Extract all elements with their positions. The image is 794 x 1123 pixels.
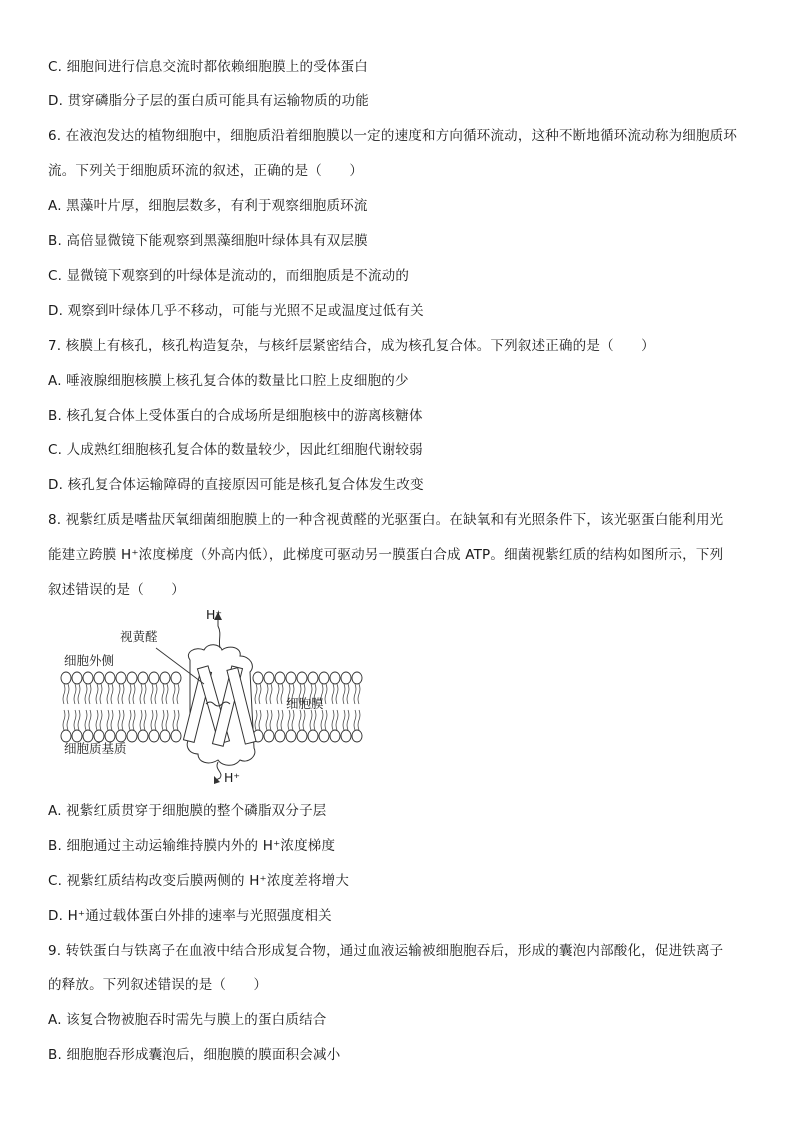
option-6a: A. 黑藻叶片厚，细胞层数多，有利于观察细胞质环流	[48, 198, 368, 214]
option-8a: A. 视紫红质贯穿于细胞膜的整个磷脂双分子层	[48, 803, 327, 819]
option-6d: D. 观察到叶绿体几乎不移动，可能与光照不足或温度过低有关	[48, 303, 424, 319]
question-6-stem-line-2: 流。下列关于细胞质环流的叙述，正确的是（ ）	[48, 163, 364, 179]
proton-bottom-label: H⁺	[224, 770, 240, 785]
option-5c: C. 细胞间进行信息交流时都依赖细胞膜上的受体蛋白	[48, 59, 369, 75]
option-5d: D. 贯穿磷脂分子层的蛋白质可能具有运输物质的功能	[48, 93, 369, 109]
option-8b: B. 细胞通过主动运输维持膜内外的 H⁺浓度梯度	[48, 838, 336, 854]
question-9-stem-line-1: 9. 转铁蛋白与铁离子在血液中结合形成复合物，通过血液运输被细胞胞吞后，形成的囊泡内部酸化，促进铁离子	[48, 943, 724, 959]
option-8d: D. H⁺通过载体蛋白外排的速率与光照强度相关	[48, 908, 332, 924]
option-7a: A. 唾液腺细胞核膜上核孔复合体的数量比口腔上皮细胞的少	[48, 373, 409, 389]
proton-top-label: H⁺	[206, 607, 222, 622]
retinal-label: 视黄醛	[120, 629, 158, 644]
option-9a: A. 该复合物被胞吞时需先与膜上的蛋白质结合	[48, 1012, 327, 1028]
option-7d: D. 核孔复合体运输障碍的直接原因可能是核孔复合体发生改变	[48, 477, 424, 493]
bacteriorhodopsin-figure	[58, 608, 368, 790]
question-8-stem-line-3: 叙述错误的是（ ）	[48, 582, 185, 598]
option-9b: B. 细胞胞吞形成囊泡后，细胞膜的膜面积会减小	[48, 1047, 341, 1063]
option-8c: C. 视紫红质结构改变后膜两侧的 H⁺浓度差将增大	[48, 873, 350, 889]
option-6c: C. 显微镜下观察到的叶绿体是流动的，而细胞质是不流动的	[48, 268, 410, 284]
option-7c: C. 人成熟红细胞核孔复合体的数量较少，因此红细胞代谢较弱	[48, 442, 423, 458]
question-8-stem-line-1: 8. 视紫红质是嗜盐厌氧细菌细胞膜上的一种含视黄醛的光驱蛋白。在缺氧和有光照条件下，该光驱蛋白能利用光	[48, 512, 724, 528]
cell-exterior-label: 细胞外侧	[64, 653, 115, 668]
question-8-stem-line-2: 能建立跨膜 H⁺浓度梯度（外高内低），此梯度可驱动另一膜蛋白合成 ATP。细菌视紫红质的结构如图所示，下列	[48, 547, 724, 563]
option-7b: B. 核孔复合体上受体蛋白的合成场所是细胞核中的游离核糖体	[48, 408, 423, 424]
cytoplasm-label: 细胞质基质	[64, 741, 127, 756]
question-7-stem: 7. 核膜上有核孔，核孔构造复杂，与核纤层紧密结合，成为核孔复合体。下列叙述正确的是（ ）	[48, 338, 655, 354]
cell-membrane-label: 细胞膜	[286, 696, 324, 711]
question-9-stem-line-2: 的释放。下列叙述错误的是（ ）	[48, 977, 268, 993]
question-6-stem-line-1: 6. 在液泡发达的植物细胞中，细胞质沿着细胞膜以一定的速度和方向循环流动，这种不断地循环流动称为细胞质环	[48, 128, 738, 144]
option-6b: B. 高倍显微镜下能观察到黑藻细胞叶绿体具有双层膜	[48, 233, 368, 249]
